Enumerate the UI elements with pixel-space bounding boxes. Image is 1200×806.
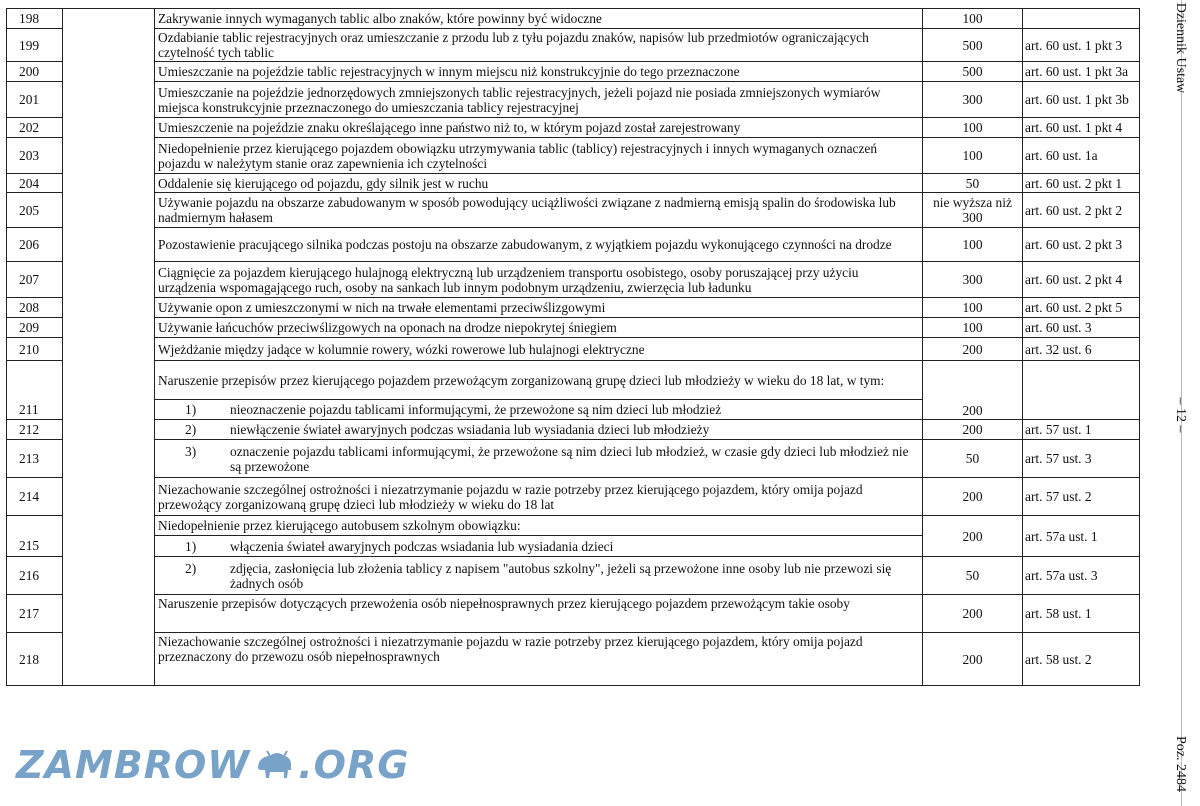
row-number: 217 [7,595,63,633]
offence-description: Zakrywanie innych wymaganych tablic albo znaków, które powinny być widoczne [155,9,923,29]
offence-description: Używanie łańcuchów przeciwślizgowych na oponach na drodze niepokrytej śniegiem [155,318,923,338]
legal-basis: art. 57 ust. 2 [1023,478,1140,516]
fine-amount: 100 [923,318,1023,338]
offence-description: Niezachowanie szczególnej ostrożności i niezatrzymanie pojazdu w razie potrzeby przez kierującego pojazdem, który omija pojazd przewożący zorganizowaną grupę dzieci lub młodzieży w wieku do 18 lat [155,478,923,516]
table-row [7,174,1140,193]
watermark-text-left: ZAMBROW [16,743,251,787]
row-number: 204 [7,174,63,193]
legal-basis: art. 60 ust. 2 pkt 2 [1023,193,1140,228]
fine-amount: 200 [923,478,1023,516]
sub-item-cell [155,420,923,440]
legal-basis: art. 57 ust. 3 [1023,440,1140,478]
fine-amount: 300 [923,82,1023,118]
table-row [7,82,1140,118]
legal-basis: art. 58 ust. 2 [1023,633,1140,686]
row-number: 205 [7,193,63,228]
row-number: 207 [7,262,63,298]
fine-amount: 100 [923,138,1023,174]
fine-amount: 100 [923,9,1023,29]
row-number: 213 [7,440,63,478]
table-row [7,62,1140,82]
fine-amount: 200 [923,516,1023,557]
row-number: 200 [7,62,63,82]
row-number: 209 [7,318,63,338]
legal-basis [1023,9,1140,29]
sub-item-text: niewłączenie świateł awaryjnych podczas wsiadania lub wysiadania dzieci lub młodzieży [230,422,710,437]
legal-basis: art. 60 ust. 3 [1023,318,1140,338]
fine-amount: 200 [923,595,1023,633]
sub-item-number: 3) [185,443,197,459]
table-row [7,193,1140,228]
blank-column [63,9,155,686]
offence-description: Niedopełnienie przez kierującego pojazdem obowiązku utrzymywania tablic (tablicy) rejestracyjnych i innych wymaganych oznaczeń pojazdu w należytym stanie oraz zapewnienia ich czytelności [155,138,923,174]
sub-item-number: 2) [185,560,197,576]
sub-item-text: nieoznaczenie pojazdu tablicami informującymi, że przewożone są nim dzieci lub młodzież [230,402,722,417]
offence-description: Oddalenie się kierującego od pojazdu, gdy silnik jest w ruchu [155,174,923,193]
row-number: 201 [7,82,63,118]
legal-basis: art. 60 ust. 2 pkt 3 [1023,228,1140,262]
row-number: 202 [7,118,63,138]
page-margin [1160,0,1200,806]
fine-amount: 300 [923,262,1023,298]
page-number: – 12 – [1173,397,1188,433]
table-row [7,633,1140,686]
legal-basis: art. 60 ust. 2 pkt 1 [1023,174,1140,193]
row-number: 215 [7,536,63,557]
legal-basis: art. 57 ust. 1 [1023,420,1140,440]
table-row [7,118,1140,138]
row-number: 206 [7,228,63,262]
sub-item-text: zdjęcia, zasłonięcia lub złożenia tablicy z napisem "autobus szkolny", jeżeli są przewożone inne osoby lub nie przewozi się żadnych osób [230,560,892,591]
sub-item-cell [155,440,923,478]
table-row [7,29,1140,62]
offence-description: Używanie opon z umieszczonymi w nich na trwałe elementami przeciwślizgowymi [155,298,923,318]
fine-amount: 100 [923,298,1023,318]
group-intro-row [7,361,1140,400]
offence-description: Umieszczenie na pojeździe znaku określającego inne państwo niż to, w którym pojazd został zarejestrowany [155,118,923,138]
table-row [7,557,1140,595]
fine-amount: 100 [923,228,1023,262]
position-number: Poz. 2484 [1173,736,1188,792]
sub-item-cell [155,536,923,557]
legal-basis: art. 60 ust. 1a [1023,138,1140,174]
fines-table [6,8,1140,686]
legal-basis: art. 60 ust. 2 pkt 5 [1023,298,1140,318]
legal-basis: art. 60 ust. 1 pkt 4 [1023,118,1140,138]
fine-amount: 500 [923,29,1023,62]
fine-amount: 50 [923,557,1023,595]
fine-amount: 200 [923,420,1023,440]
row-number: 198 [7,9,63,29]
watermark-logo [16,742,409,788]
fine-amount: 50 [923,174,1023,193]
offence-description: Ozdabianie tablic rejestracyjnych oraz umieszczanie z przodu lub z tyłu pojazdu znaków, napisów lub przedmiotów ograniczających czytelność tych tablic [155,29,923,62]
row-number: 203 [7,138,63,174]
table-row [7,262,1140,298]
fine-amount: nie wyższa niż 300 [923,193,1023,228]
offence-description: Niezachowanie szczególnej ostrożności i niezatrzymanie pojazdu w razie potrzeby przez kierującego pojazdem, który omija pojazd przeznaczony do przewozu osób niepełnosprawnych [155,633,923,686]
fine-amount: 500 [923,62,1023,82]
sub-item-cell [155,400,923,420]
fine-amount: 50 [923,440,1023,478]
group-intro: Naruszenie przepisów przez kierującego pojazdem przewożącym zorganizowaną grupę dzieci lub młodzieży w wieku do 18 lat, w tym: [155,361,923,400]
sub-item-text: oznaczenie pojazdu tablicami informującymi, że przewożone są nim dzieci lub młodzież, w czasie gdy dzieci lub młodzież nie są przewożone [230,443,909,474]
table-row [7,318,1140,338]
offence-description: Pozostawienie pracującego silnika podczas postoju na obszarze zabudowanym, z wyjątkiem pojazdu wykonującego czynności na drodze [155,228,923,262]
table-row [7,420,1140,440]
offence-description: Ciągnięcie za pojazdem kierującego hulajnogą elektryczną lub urządzeniem transportu osobistego, osoby poruszającej przy użyciu urządzenia wspomagającego ruch, osoby na sankach lub innym podobnym urządzeniu, zwierzęcia lub ładunku [155,262,923,298]
row-number: 199 [7,29,63,62]
legal-basis: art. 32 ust. 6 [1023,338,1140,361]
fine-amount: 200 [923,633,1023,686]
legal-basis: art. 57a ust. 1 [1023,516,1140,557]
group-intro-row [7,516,1140,536]
offence-description: Umieszczanie na pojeździe jednorzędowych zmniejszonych tablic rejestracyjnych, jeżeli pojazd nie posiada zmniejszonych wymiarów miejsca konstrukcyjnie przeznaczonego do umieszczania tablicy rejestracyjnej [155,82,923,118]
sub-item-number: 2) [185,422,197,437]
table-row [7,478,1140,516]
sub-item [158,444,919,474]
table-row [7,228,1140,262]
group-intro: Niedopełnienie przez kierującego autobusem szkolnym obowiązku: [155,516,923,536]
sub-item-text: włączenia świateł awaryjnych podczas wsiadania lub wysiadania dzieci [230,538,614,554]
sub-item [158,422,919,437]
table-row [7,595,1140,633]
legal-basis: art. 60 ust. 1 pkt 3 [1023,29,1140,62]
sub-item-number: 1) [185,538,197,554]
legal-basis [1023,361,1140,420]
table-row [7,9,1140,29]
legal-basis: art. 60 ust. 1 pkt 3a [1023,62,1140,82]
offence-description: Umieszczanie na pojeździe tablic rejestracyjnych w innym miejscu niż konstrukcyjnie do tego przeznaczone [155,62,923,82]
offence-description: Wjeżdżanie między jadące w kolumnie rowery, wózki rowerowe lub hulajnogi elektryczne [155,338,923,361]
journal-title: Dziennik Ustaw [1173,2,1188,94]
sub-item [158,402,919,417]
bison-icon [254,748,294,782]
row-number: 211 [7,400,63,420]
row-number: 208 [7,298,63,318]
table-row [7,298,1140,318]
row-number: 218 [7,633,63,686]
fine-amount: 100 [923,118,1023,138]
watermark-text-right: .ORG [298,743,410,787]
sub-item [158,561,919,591]
row-number: 214 [7,478,63,516]
legal-basis: art. 60 ust. 1 pkt 3b [1023,82,1140,118]
row-number: 216 [7,557,63,595]
table-row [7,138,1140,174]
fine-amount: 200 [923,361,1023,420]
fine-amount: 200 [923,338,1023,361]
table-row [7,440,1140,478]
sub-item [158,539,919,554]
row-number: 212 [7,420,63,440]
offence-description: Używanie pojazdu na obszarze zabudowanym w sposób powodujący uciążliwości związane z nadmierną emisją spalin do środowiska lub nadmiernym hałasem [155,193,923,228]
legal-basis: art. 58 ust. 1 [1023,595,1140,633]
table-row [7,338,1140,361]
legal-basis: art. 57a ust. 3 [1023,557,1140,595]
sub-item-cell [155,557,923,595]
legal-basis: art. 60 ust. 2 pkt 4 [1023,262,1140,298]
sub-item-number: 1) [185,402,197,417]
offence-description: Naruszenie przepisów dotyczących przewożenia osób niepełnosprawnych przez kierującego pojazdem przewożącym takie osoby [155,595,923,633]
row-number-spacer [7,361,63,400]
row-number: 210 [7,338,63,361]
row-number-spacer [7,516,63,536]
